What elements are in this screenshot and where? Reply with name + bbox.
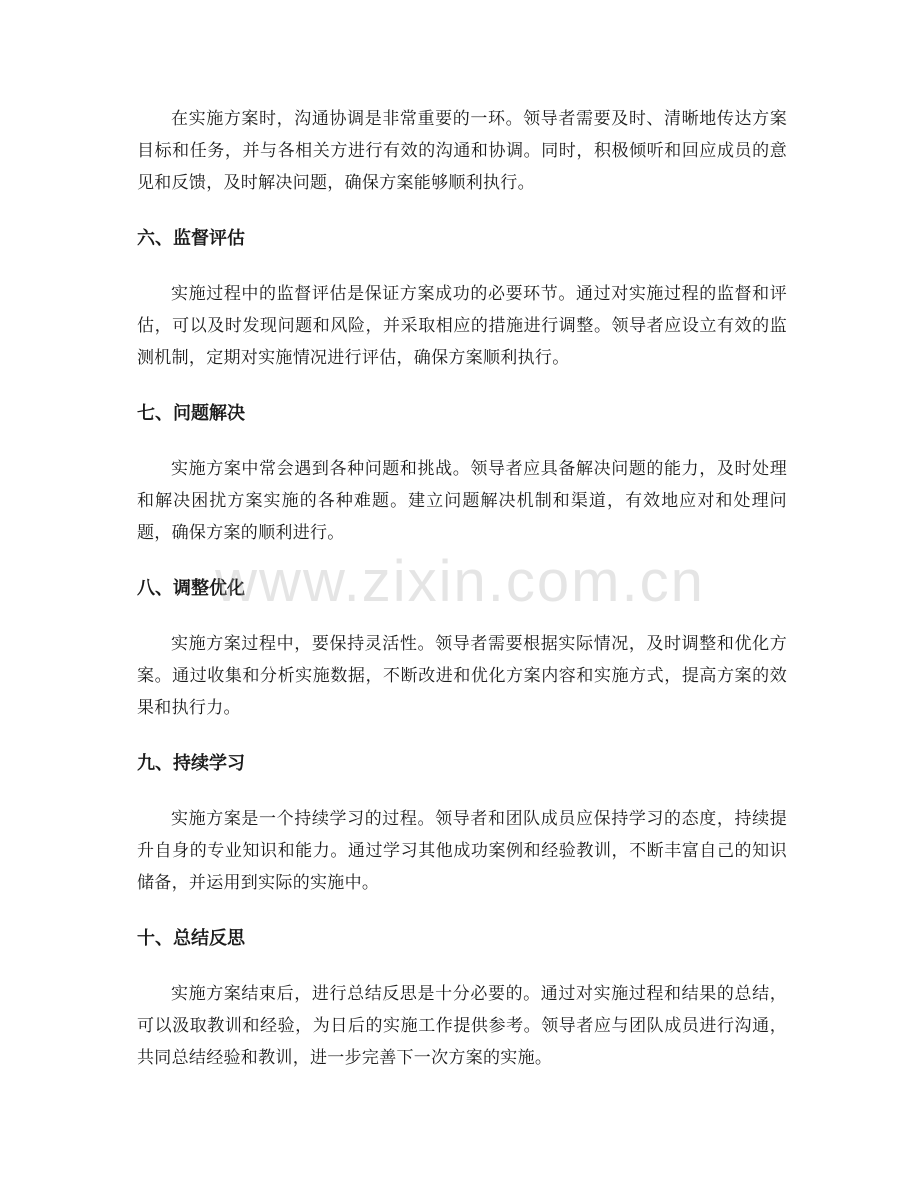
document-body [137, 103, 787, 1074]
heading-problem-solving: 七、问题解决 [137, 403, 245, 424]
heading-supervision-evaluation: 六、监督评估 [137, 228, 245, 249]
paragraph-problem-solving: 实施方案中常会遇到各种问题和挑战。领导者应具备解决问题的能力，及时处理和解决困扰方案实施的各种难题。建立问题解决机制和渠道，有效地应对和处理问题，确保方案的顺利进行。 [137, 459, 787, 543]
watermark: www.zixin.com.cn [215, 549, 705, 614]
paragraph-adjust-optimize: 实施方案过程中，要保持灵活性。领导者需要根据实际情况，及时调整和优化方案。通过收集和分析实施数据，不断改进和优化方案内容和实施方式，提高方案的效果和执行力。 [137, 634, 787, 718]
paragraph-summary-reflection: 实施方案结束后，进行总结反思是十分必要的。通过对实施过程和结果的总结，可以汲取教训和经验，为日后的实施工作提供参考。领导者应与团队成员进行沟通，共同总结经验和教训，进一步完善下一次方案的实施。 [137, 984, 787, 1068]
heading-continuous-learning: 九、持续学习 [137, 753, 245, 774]
heading-adjust-optimize: 八、调整优化 [137, 578, 245, 599]
paragraph-supervision-evaluation: 实施过程中的监督评估是保证方案成功的必要环节。通过对实施过程的监督和评估，可以及时发现问题和风险，并采取相应的措施进行调整。领导者应设立有效的监测机制，定期对实施情况进行评估，确保方案顺利执行。 [137, 284, 787, 368]
heading-summary-reflection: 十、总结反思 [137, 928, 245, 949]
intro-paragraph: 在实施方案时，沟通协调是非常重要的一环。领导者需要及时、清晰地传达方案目标和任务，并与各相关方进行有效的沟通和协调。同时，积极倾听和回应成员的意见和反馈，及时解决问题，确保方案能够顺利执行。 [137, 109, 787, 193]
paragraph-continuous-learning: 实施方案是一个持续学习的过程。领导者和团队成员应保持学习的态度，持续提升自身的专业知识和能力。通过学习其他成功案例和经验教训，不断丰富自己的知识储备，并运用到实际的实施中。 [137, 809, 787, 893]
